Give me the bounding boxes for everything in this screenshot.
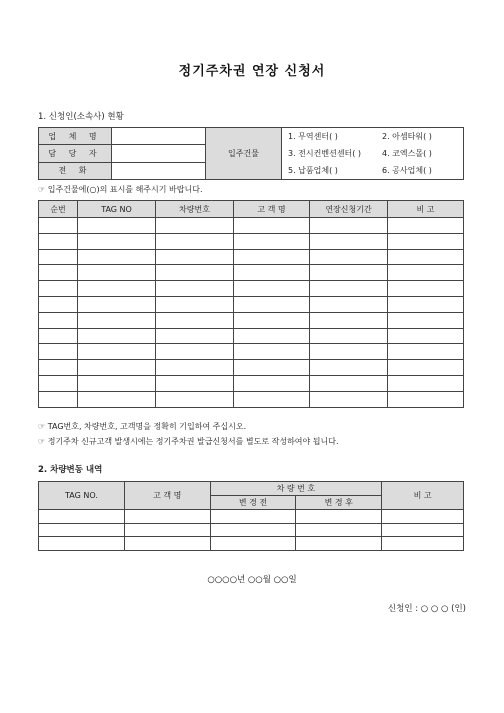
table-cell[interactable] (39, 360, 78, 376)
table-cell[interactable] (78, 296, 156, 312)
col-tag-no: TAG NO (78, 201, 156, 218)
table-cell[interactable] (78, 360, 156, 376)
table-cell[interactable] (39, 523, 125, 537)
table-cell[interactable] (310, 375, 388, 391)
building-option-1[interactable]: 1. 무역센터( ) (288, 132, 338, 141)
table-cell[interactable] (310, 218, 388, 234)
col-seq: 순번 (39, 201, 78, 218)
page-title: 정기주차권 연장 신청서 (178, 64, 326, 79)
table-cell[interactable] (234, 375, 310, 391)
table-cell[interactable] (156, 233, 234, 249)
table-cell[interactable] (234, 218, 310, 234)
company-name-label: 업 체 명 (39, 128, 112, 145)
table-row (39, 375, 464, 391)
table-cell[interactable] (156, 281, 234, 297)
vehicle-change-table-body (39, 510, 464, 551)
table-row (39, 249, 464, 265)
table-cell[interactable] (39, 537, 125, 551)
table-cell[interactable] (210, 537, 296, 551)
table-cell[interactable] (382, 510, 464, 524)
col-remark: 비 고 (388, 201, 464, 218)
table-cell[interactable] (234, 265, 310, 281)
table-row (39, 281, 464, 297)
table-row (39, 233, 464, 249)
table-cell[interactable] (78, 218, 156, 234)
table-cell[interactable] (296, 537, 382, 551)
table-cell[interactable] (39, 265, 78, 281)
table-cell[interactable] (156, 218, 234, 234)
table-row (39, 510, 464, 524)
phone-field[interactable] (112, 162, 206, 179)
table-cell[interactable] (156, 360, 234, 376)
note-2: ☞ 정기주차 신규고객 발생시에는 정기주차권 발급신청서를 별도로 작성하여야 됩니다. (38, 437, 339, 446)
table-cell[interactable] (39, 328, 78, 344)
table-cell[interactable] (78, 249, 156, 265)
col-before: 변 경 전 (210, 496, 296, 510)
table-row (39, 523, 464, 537)
table-cell[interactable] (388, 344, 464, 360)
table-cell[interactable] (156, 391, 234, 407)
table-row (39, 312, 464, 328)
table-cell[interactable] (156, 344, 234, 360)
table-cell[interactable] (156, 312, 234, 328)
applicant-signature: 신청인 : ○ ○ ○ (인) (387, 604, 466, 614)
table-cell[interactable] (234, 344, 310, 360)
table-row (39, 218, 464, 234)
table-cell[interactable] (310, 281, 388, 297)
table-cell[interactable] (39, 249, 78, 265)
table-cell[interactable] (210, 510, 296, 524)
col-remark: 비 고 (382, 482, 464, 510)
table-cell[interactable] (39, 233, 78, 249)
table-cell[interactable] (382, 537, 464, 551)
table-cell[interactable] (296, 510, 382, 524)
building-options (282, 128, 464, 180)
contact-person-field[interactable] (112, 145, 206, 162)
phone-label: 전 화 (39, 162, 112, 179)
table-cell[interactable] (156, 265, 234, 281)
table-cell[interactable] (310, 391, 388, 407)
table-row (39, 537, 464, 551)
table-cell[interactable] (78, 265, 156, 281)
table-cell[interactable] (39, 375, 78, 391)
table-cell[interactable] (124, 537, 210, 551)
table-cell[interactable] (78, 281, 156, 297)
table-row (39, 344, 464, 360)
col-car-number: 차량번호 (156, 201, 234, 218)
company-name-field[interactable] (112, 128, 206, 145)
extension-table (38, 200, 464, 408)
table-cell[interactable] (234, 391, 310, 407)
table-cell[interactable] (124, 523, 210, 537)
col-tag-no: TAG NO. (39, 482, 125, 510)
table-cell[interactable] (388, 281, 464, 297)
table-cell[interactable] (78, 328, 156, 344)
table-cell[interactable] (124, 510, 210, 524)
table-cell[interactable] (388, 375, 464, 391)
table-cell[interactable] (388, 249, 464, 265)
building-label: 입주건물 (206, 128, 282, 180)
table-cell[interactable] (156, 375, 234, 391)
vehicle-change-table (38, 481, 464, 551)
table-cell[interactable] (388, 218, 464, 234)
building-note: ☞ 입주건물에(○)의 표시를 해주시기 바랍니다. (38, 185, 203, 194)
table-row (39, 328, 464, 344)
table-cell[interactable] (388, 328, 464, 344)
table-cell[interactable] (310, 312, 388, 328)
table-cell[interactable] (310, 344, 388, 360)
table-cell[interactable] (210, 523, 296, 537)
table-cell[interactable] (78, 233, 156, 249)
table-cell[interactable] (310, 265, 388, 281)
note-1: ☞ TAG번호, 차량번호, 고객명을 정확히 기입하여 주십시오. (38, 422, 247, 431)
extension-table-body (39, 218, 464, 408)
date-line: ○○○○년 ○○월 ○○일 (207, 575, 297, 585)
table-cell[interactable] (78, 344, 156, 360)
table-cell[interactable] (382, 523, 464, 537)
table-cell[interactable] (234, 296, 310, 312)
applicant-info-table (38, 127, 464, 180)
table-cell[interactable] (39, 218, 78, 234)
table-row (39, 296, 464, 312)
table-cell[interactable] (388, 391, 464, 407)
table-cell[interactable] (388, 296, 464, 312)
table-cell[interactable] (310, 360, 388, 376)
table-cell[interactable] (310, 328, 388, 344)
table-cell[interactable] (234, 328, 310, 344)
table-row (39, 265, 464, 281)
building-option-6[interactable]: 6. 공사업체( ) (382, 166, 432, 175)
building-option-3[interactable]: 3. 전시컨벤션센터( ) (288, 149, 362, 158)
table-cell[interactable] (234, 249, 310, 265)
table-cell[interactable] (78, 391, 156, 407)
col-car-number: 차 량 번 호 (210, 482, 382, 496)
table-cell[interactable] (296, 523, 382, 537)
table-cell[interactable] (388, 360, 464, 376)
table-cell[interactable] (39, 344, 78, 360)
col-after: 변 경 후 (296, 496, 382, 510)
table-cell[interactable] (39, 510, 125, 524)
table-cell[interactable] (39, 281, 78, 297)
table-cell[interactable] (310, 296, 388, 312)
building-option-5[interactable]: 5. 납품업체( ) (288, 166, 338, 175)
table-cell[interactable] (156, 249, 234, 265)
table-cell[interactable] (234, 233, 310, 249)
building-option-4[interactable]: 4. 코엑스몰( ) (382, 149, 432, 158)
table-cell[interactable] (39, 296, 78, 312)
table-cell[interactable] (156, 296, 234, 312)
building-option-2[interactable]: 2. 아셈타워( ) (382, 132, 432, 141)
table-cell[interactable] (39, 391, 78, 407)
table-row (39, 360, 464, 376)
table-cell[interactable] (388, 312, 464, 328)
table-cell[interactable] (234, 360, 310, 376)
section2-heading: 2. 차량변동 내역 (38, 465, 103, 475)
table-cell[interactable] (78, 312, 156, 328)
table-cell[interactable] (234, 312, 310, 328)
section1-heading: 1. 신청인(소속사) 현황 (38, 112, 124, 122)
col-customer: 고 객 명 (234, 201, 310, 218)
table-cell[interactable] (310, 249, 388, 265)
col-customer: 고 객 명 (124, 482, 210, 510)
contact-person-label: 담 당 자 (39, 145, 112, 162)
table-cell[interactable] (388, 233, 464, 249)
table-row (39, 391, 464, 407)
table-cell[interactable] (39, 312, 78, 328)
table-cell[interactable] (156, 328, 234, 344)
table-cell[interactable] (310, 233, 388, 249)
table-cell[interactable] (78, 375, 156, 391)
col-extension-period: 연장신청기간 (310, 201, 388, 218)
table-cell[interactable] (234, 281, 310, 297)
table-cell[interactable] (388, 265, 464, 281)
